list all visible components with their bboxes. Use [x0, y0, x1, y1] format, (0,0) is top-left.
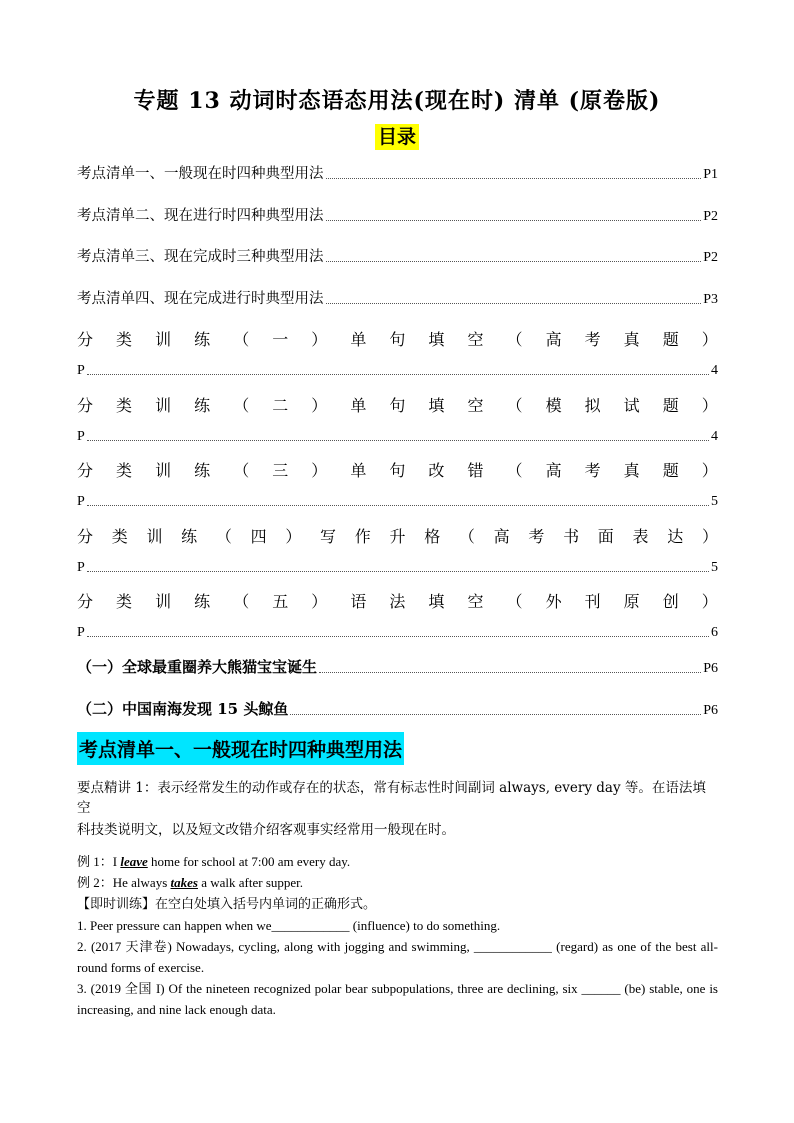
training-page-row: P 4 — [77, 363, 718, 378]
question-3: 3. (2019 全国 I) Of the nineteen recognized polar bear subpopulations, three are declining, six ______ (be) stable, one is increasing, and nine lack enough data. — [77, 981, 718, 1017]
drill-label: 【即时训练】在空白处填入括号内单词的正确形式。 — [77, 896, 377, 911]
subtoc-item[interactable]: （一）全球最重圈养大熊猫宝宝诞生 P6 — [77, 658, 718, 676]
training-page-row: P 6 — [77, 625, 718, 640]
question-2: 2. (2017 天津卷) Nowadays, cycling, along with jogging and swimming, ____________ (regard) as one of the best all-round forms of exercise. — [77, 939, 718, 975]
training-item[interactable]: 分 类 训 练 （ 二 ） 单 句 填 空 （ 模 拟 试 题 ） — [77, 396, 718, 415]
toc-item[interactable]: 考点清单二、现在进行时四种典型用法 P2 — [77, 208, 718, 224]
toc-item[interactable]: 考点清单一、一般现在时四种典型用法 P1 — [77, 166, 718, 182]
training-item[interactable]: 分 类 训 练 （ 四 ） 写 作 升 格 （ 高 考 书 面 表 达 ） — [77, 527, 718, 546]
point-line-2: 科技类说明文，以及短文改错介绍客观事实经常用一般现在时。 — [77, 822, 455, 838]
point-line-1: 要点精讲 1：表示经常发生的动作或存在的状态，常有标志性时间副词 always, every day 等。在语法填空 — [77, 780, 706, 816]
subtoc-item[interactable]: （二）中国南海发现 15 头鲸鱼 P6 — [77, 700, 718, 718]
toc-heading: 目录 — [0, 122, 794, 149]
training-page-row: P 5 — [77, 560, 718, 575]
example-2: 例 2：He always takes a walk after supper. — [77, 875, 304, 890]
training-item[interactable]: 分 类 训 练 （ 五 ） 语 法 填 空 （ 外 刊 原 创 ） — [77, 592, 718, 611]
training-page-row: P 5 — [77, 494, 718, 509]
training-page-row: P 4 — [77, 429, 718, 444]
toc-item[interactable]: 考点清单三、现在完成时三种典型用法 P2 — [77, 249, 718, 265]
section-title: 考点清单一、一般现在时四种典型用法 — [77, 732, 404, 765]
training-item[interactable]: 分 类 训 练 （ 三 ） 单 句 改 错 （ 高 考 真 题 ） — [77, 461, 718, 480]
question-1: 1. Peer pressure can happen when we____________ (influence) to do something. — [77, 918, 501, 933]
page-title: 专题 13 动词时态语态用法(现在时) 清单 (原卷版) — [133, 88, 661, 114]
example-1: 例 1：I leave home for school at 7:00 am every day. — [77, 854, 351, 869]
training-item[interactable]: 分 类 训 练 （ 一 ） 单 句 填 空 （ 高 考 真 题 ） — [77, 330, 718, 349]
toc-item[interactable]: 考点清单四、现在完成进行时典型用法 P3 — [77, 291, 718, 307]
